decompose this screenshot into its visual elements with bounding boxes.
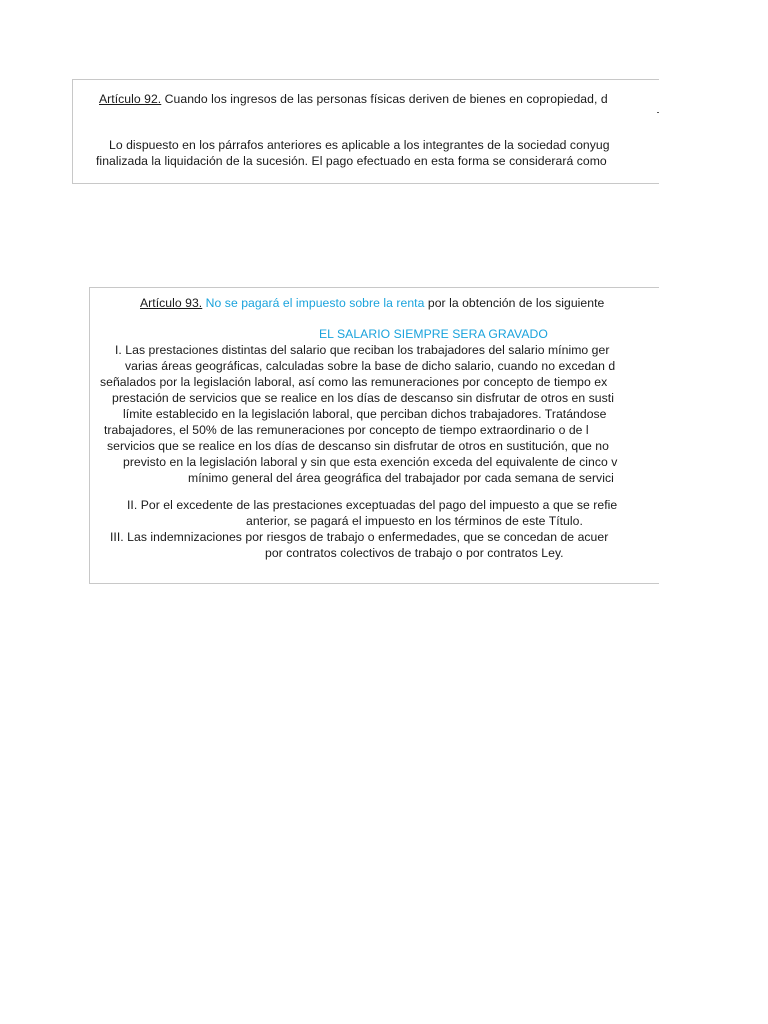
article-92-heading: Artículo 92. [99, 92, 162, 106]
article-92-box [72, 79, 659, 184]
article-93-text-line: I. Las prestaciones distintas del salario que reciban los trabajadores del salario mínimo ger [115, 343, 610, 357]
article-92-line-1 [99, 91, 608, 107]
article-92-paragraph-2-line-2: finalizada la liquidación de la sucesión. El pago efectuado en esta forma se considerará como [96, 154, 607, 168]
article-93-text-line: mínimo general del área geográfica del trabajador por cada semana de servici [188, 471, 614, 485]
article-93-text-line: trabajadores, el 50% de las remuneraciones por concepto de tiempo extraordinario o de l [104, 423, 589, 437]
article-93-box [89, 287, 659, 584]
article-93-text-line: límite establecido en la legislación laboral, que perciban dichos trabajadores. Tratándose [123, 407, 607, 421]
article-93-line-1-text: por la obtención de los siguiente [424, 296, 605, 310]
article-93-text-line: servicios que se realice en los días de descanso sin disfrutar de otros en sustitución, que no [107, 439, 609, 453]
article-93-fraction-iii-line: III. Las indemnizaciones por riesgos de trabajo o enfermedades, que se concedan de acuer [110, 530, 609, 544]
article-92-line-1-text: Cuando los ingresos de las personas físicas deriven de bienes en copropiedad, d [161, 92, 608, 106]
article-93-text-line: prestación de servicios que se realice en los días de descanso sin disfrutar de otros en susti [112, 391, 614, 405]
article-93-fraction-iii-line: por contratos colectivos de trabajo o por contratos Ley. [265, 546, 564, 560]
article-93-heading: Artículo 93. [140, 296, 203, 310]
article-93-fraction-ii-line: II. Por el excedente de las prestaciones exceptuadas del pago del impuesto a que se refie [127, 498, 618, 512]
article-93-text-line: previsto en la legislación laboral y sin que esta exención exceda del equivalente de cinco v [123, 455, 618, 469]
article-92-paragraph-2-line-1: Lo dispuesto en los párrafos anteriores es aplicable a los integrantes de la sociedad conyug [109, 138, 610, 152]
article-93-line-1 [140, 295, 604, 311]
article-93-text-line: señalados por la legislación laboral, así como las remuneraciones por concepto de tiempo ex [100, 375, 608, 389]
text-fragment-mark [657, 112, 659, 113]
article-93-fraction-ii-line: anterior, se pagará el impuesto en los términos de este Título. [246, 514, 583, 528]
article-93-highlight: No se pagará el impuesto sobre la renta [202, 296, 425, 310]
article-93-text-line: varias áreas geográficas, calculadas sobre la base de dicho salario, cuando no excedan d [125, 359, 616, 373]
salary-note: EL SALARIO SIEMPRE SERA GRAVADO [319, 327, 548, 341]
